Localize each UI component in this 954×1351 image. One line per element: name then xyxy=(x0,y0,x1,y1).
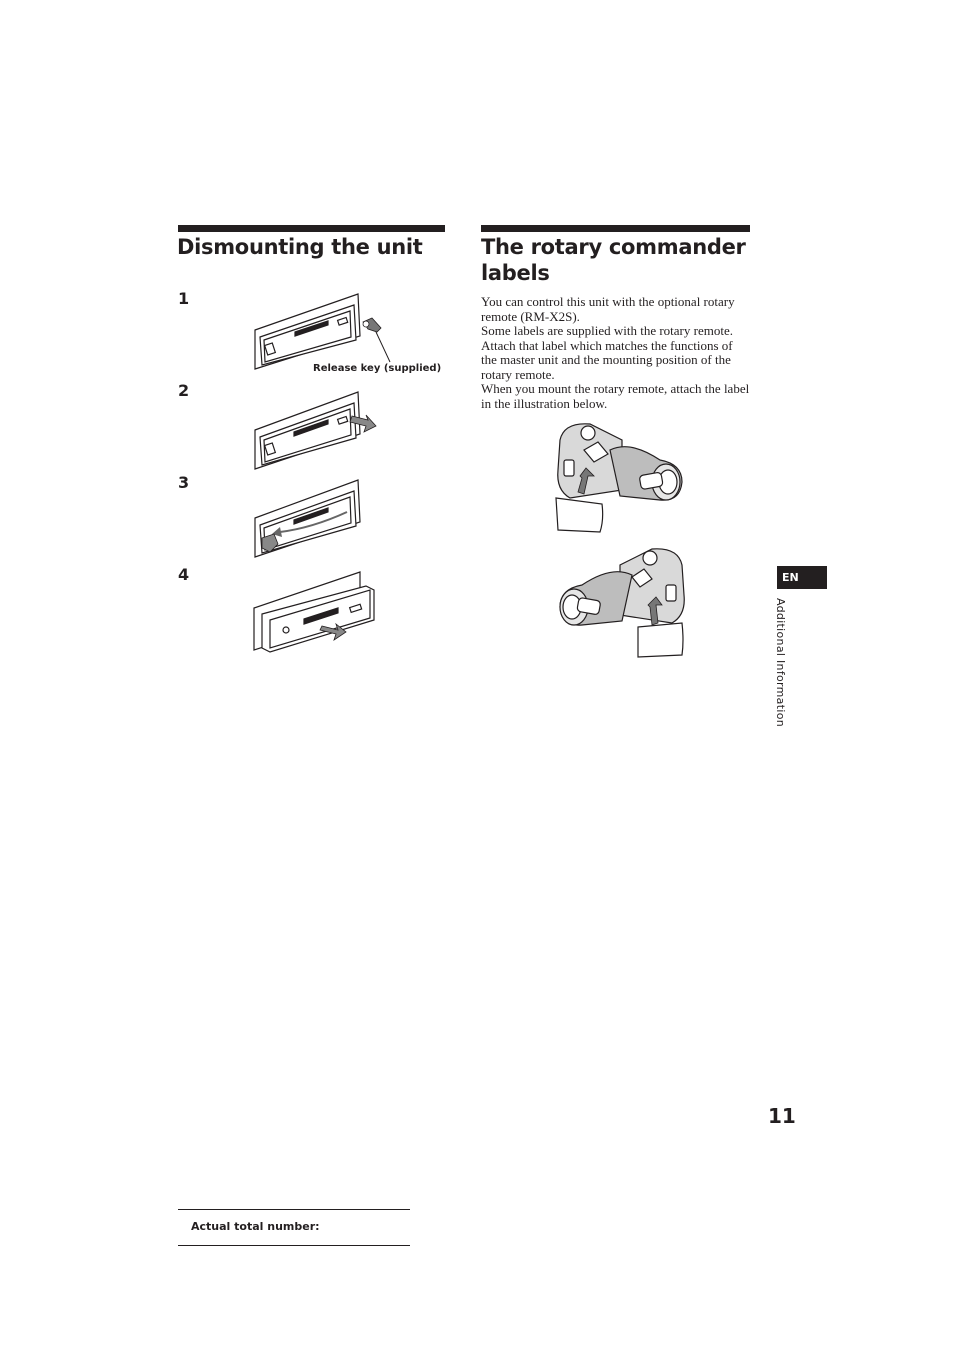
rotary-description xyxy=(481,295,751,411)
left-heading-rule xyxy=(178,225,445,232)
dismounting-heading: Dismounting the unit xyxy=(177,235,423,259)
right-heading-rule xyxy=(481,225,750,232)
paragraph-1: You can control this unit with the optional rotary remote (RM-X2S). xyxy=(481,294,735,324)
rotary-remote-illustration-bottom xyxy=(552,545,692,660)
release-key-callout: Release key (supplied) xyxy=(313,363,442,374)
step-number-1: 1 xyxy=(178,289,190,308)
step4-illustration xyxy=(252,568,392,653)
section-side-label: Additional Information xyxy=(774,598,787,727)
rotary-labels-heading xyxy=(481,234,751,286)
step3-illustration xyxy=(252,476,392,558)
step-number-2: 2 xyxy=(178,381,190,400)
page-number: 11 xyxy=(768,1104,796,1128)
rotary-heading-line2: labels xyxy=(481,261,550,285)
total-number-label: Actual total number: xyxy=(191,1220,320,1233)
step2-illustration xyxy=(252,388,392,470)
step-number-3: 3 xyxy=(178,473,190,492)
language-tab: EN xyxy=(777,566,827,589)
paragraph-3: When you mount the rotary remote, attach the label in the illustration below. xyxy=(481,381,750,411)
step-number-4: 4 xyxy=(178,565,190,584)
paragraph-2: Some labels are supplied with the rotary remote. Attach that label which matches the functions of the master unit and the mounting position of the rotary remote. xyxy=(481,323,733,382)
total-number-box xyxy=(178,1209,410,1246)
rotary-remote-illustration-top xyxy=(550,420,690,535)
rotary-heading-line1: The rotary commander xyxy=(481,235,746,259)
step1-illustration xyxy=(250,292,400,372)
